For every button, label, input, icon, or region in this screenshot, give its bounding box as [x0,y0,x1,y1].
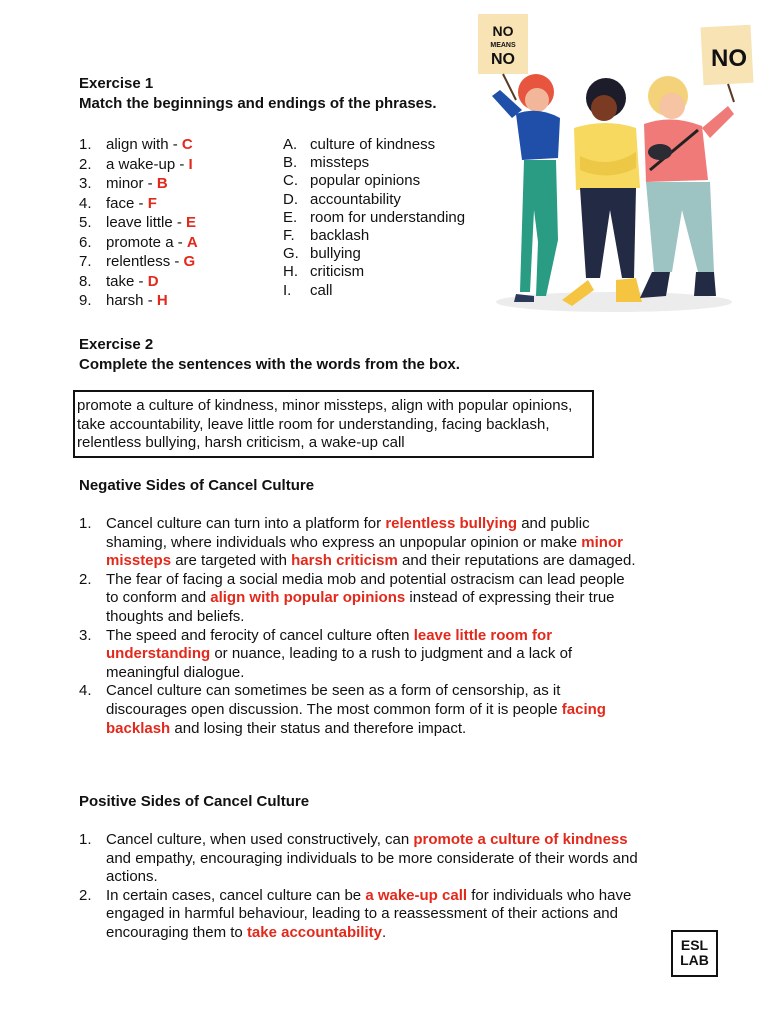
negative-list [79,515,639,738]
exercise1-instruction: Match the beginnings and endings of the phrases. [79,95,437,112]
list-item: 2. The fear of facing a social media mob and potential ostracism can lead people to conform and align with popular opinions instead of expressing their true thoughts and beliefs. [79,570,625,625]
beginnings-list [79,135,198,311]
answer-phrase: align with popular opinions [210,589,406,607]
list-item: 1. Cancel culture can turn into a platform for relentless bullying and public shaming, where individuals who express an unpopular opinion or make minor missteps are targeted with harsh criticism and their reputations are damaged. [79,515,636,570]
ending-item: A. culture of kindness [283,136,436,153]
list-item: 1. Cancel culture, when used constructively, can promote a culture of kindness and empathy, encouraging individuals to be more considerate of their words and actions. [79,831,638,886]
ending-item: E. room for understanding [283,208,466,226]
beginning-item: 9. harsh - H [79,292,168,309]
negative-heading: Negative Sides of Cancel Culture [79,477,315,494]
answer-phrase: take accountability [246,923,382,941]
beginning-item: 8. take - D [79,272,159,290]
beginning-item: 6. promote a - A [79,233,198,251]
sign-left-line2: MEANS [490,42,516,49]
ending-item: I. call [283,281,333,299]
answer-phrase: minor missteps [106,533,623,570]
exercise2-instruction: Complete the sentences with the words from the box. [79,356,460,373]
logo-line1: ESL [680,937,709,953]
exercise1-title: Exercise 1 [79,75,154,92]
positive-heading: Positive Sides of Cancel Culture [79,793,310,810]
sign-left-line1: NO [492,23,514,39]
sign-left-line3: NO [491,51,515,68]
list-item: 2. In certain cases, cancel culture can be a wake-up call for individuals who have engaged in harmful behaviour, leading to a reassessment of their actions and encouraging them to take accountability. [79,886,632,941]
answer-letter: F [147,194,157,212]
protest-illustration [476,10,756,320]
ending-item: C. popular opinions [283,172,421,190]
beginning-item: 7. relentless - G [79,253,196,270]
endings-list [283,136,465,300]
beginning-item: 3. minor - B [79,175,168,192]
answer-letter: C [181,136,193,153]
answer-letter: D [147,272,159,290]
list-item: 4. Cancel culture can sometimes be seen as a form of censorship, as it discourages open discussion. The most common form of it is people facing backlash and losing their status and therefore impact. [79,682,606,737]
positive-list [79,831,639,943]
beginning-item: 1. align with - C [79,136,193,153]
answer-phrase: leave little room for understanding [106,626,553,663]
esl-lab-logo [671,930,718,977]
answer-letter: I [188,155,193,173]
answer-letter: H [156,292,168,309]
ending-item: H. criticism [283,263,365,281]
answer-phrase: relentless bullying [385,515,518,532]
logo-line2: LAB [680,952,709,968]
ending-item: B. missteps [283,154,370,172]
ending-item: F. backlash [283,227,370,245]
list-item: 3. The speed and ferocity of cancel culture often leave little room for understanding or nuance, leading to a rush to judgment and a lack of meaningful dialogue. [79,626,573,681]
answer-letter: E [186,214,197,231]
word-box-text: promote a culture of kindness, minor missteps, align with popular opinions, take accountability, leave little room for understanding, facing backlash, relentless bullying, harsh criticism, a wake-up call [77,397,573,452]
ending-item: G. bullying [283,245,361,263]
answer-letter: A [186,233,198,251]
ending-item: D. accountability [283,190,401,208]
beginning-item: 2. a wake-up - I [79,155,193,173]
beginning-item: 5. leave little - E [79,214,197,231]
beginning-item: 4. face - F [79,194,157,212]
answer-phrase: a wake-up call [365,886,468,904]
exercise2-title: Exercise 2 [79,336,154,353]
word-box [73,390,594,458]
answer-phrase: promote a culture of kindness [413,831,628,848]
answer-letter: G [183,253,196,270]
answer-phrase: facing backlash [106,700,606,737]
sign-right-text: NO [711,45,747,72]
answer-letter: B [156,175,168,192]
answer-phrase: harsh criticism [291,552,398,570]
